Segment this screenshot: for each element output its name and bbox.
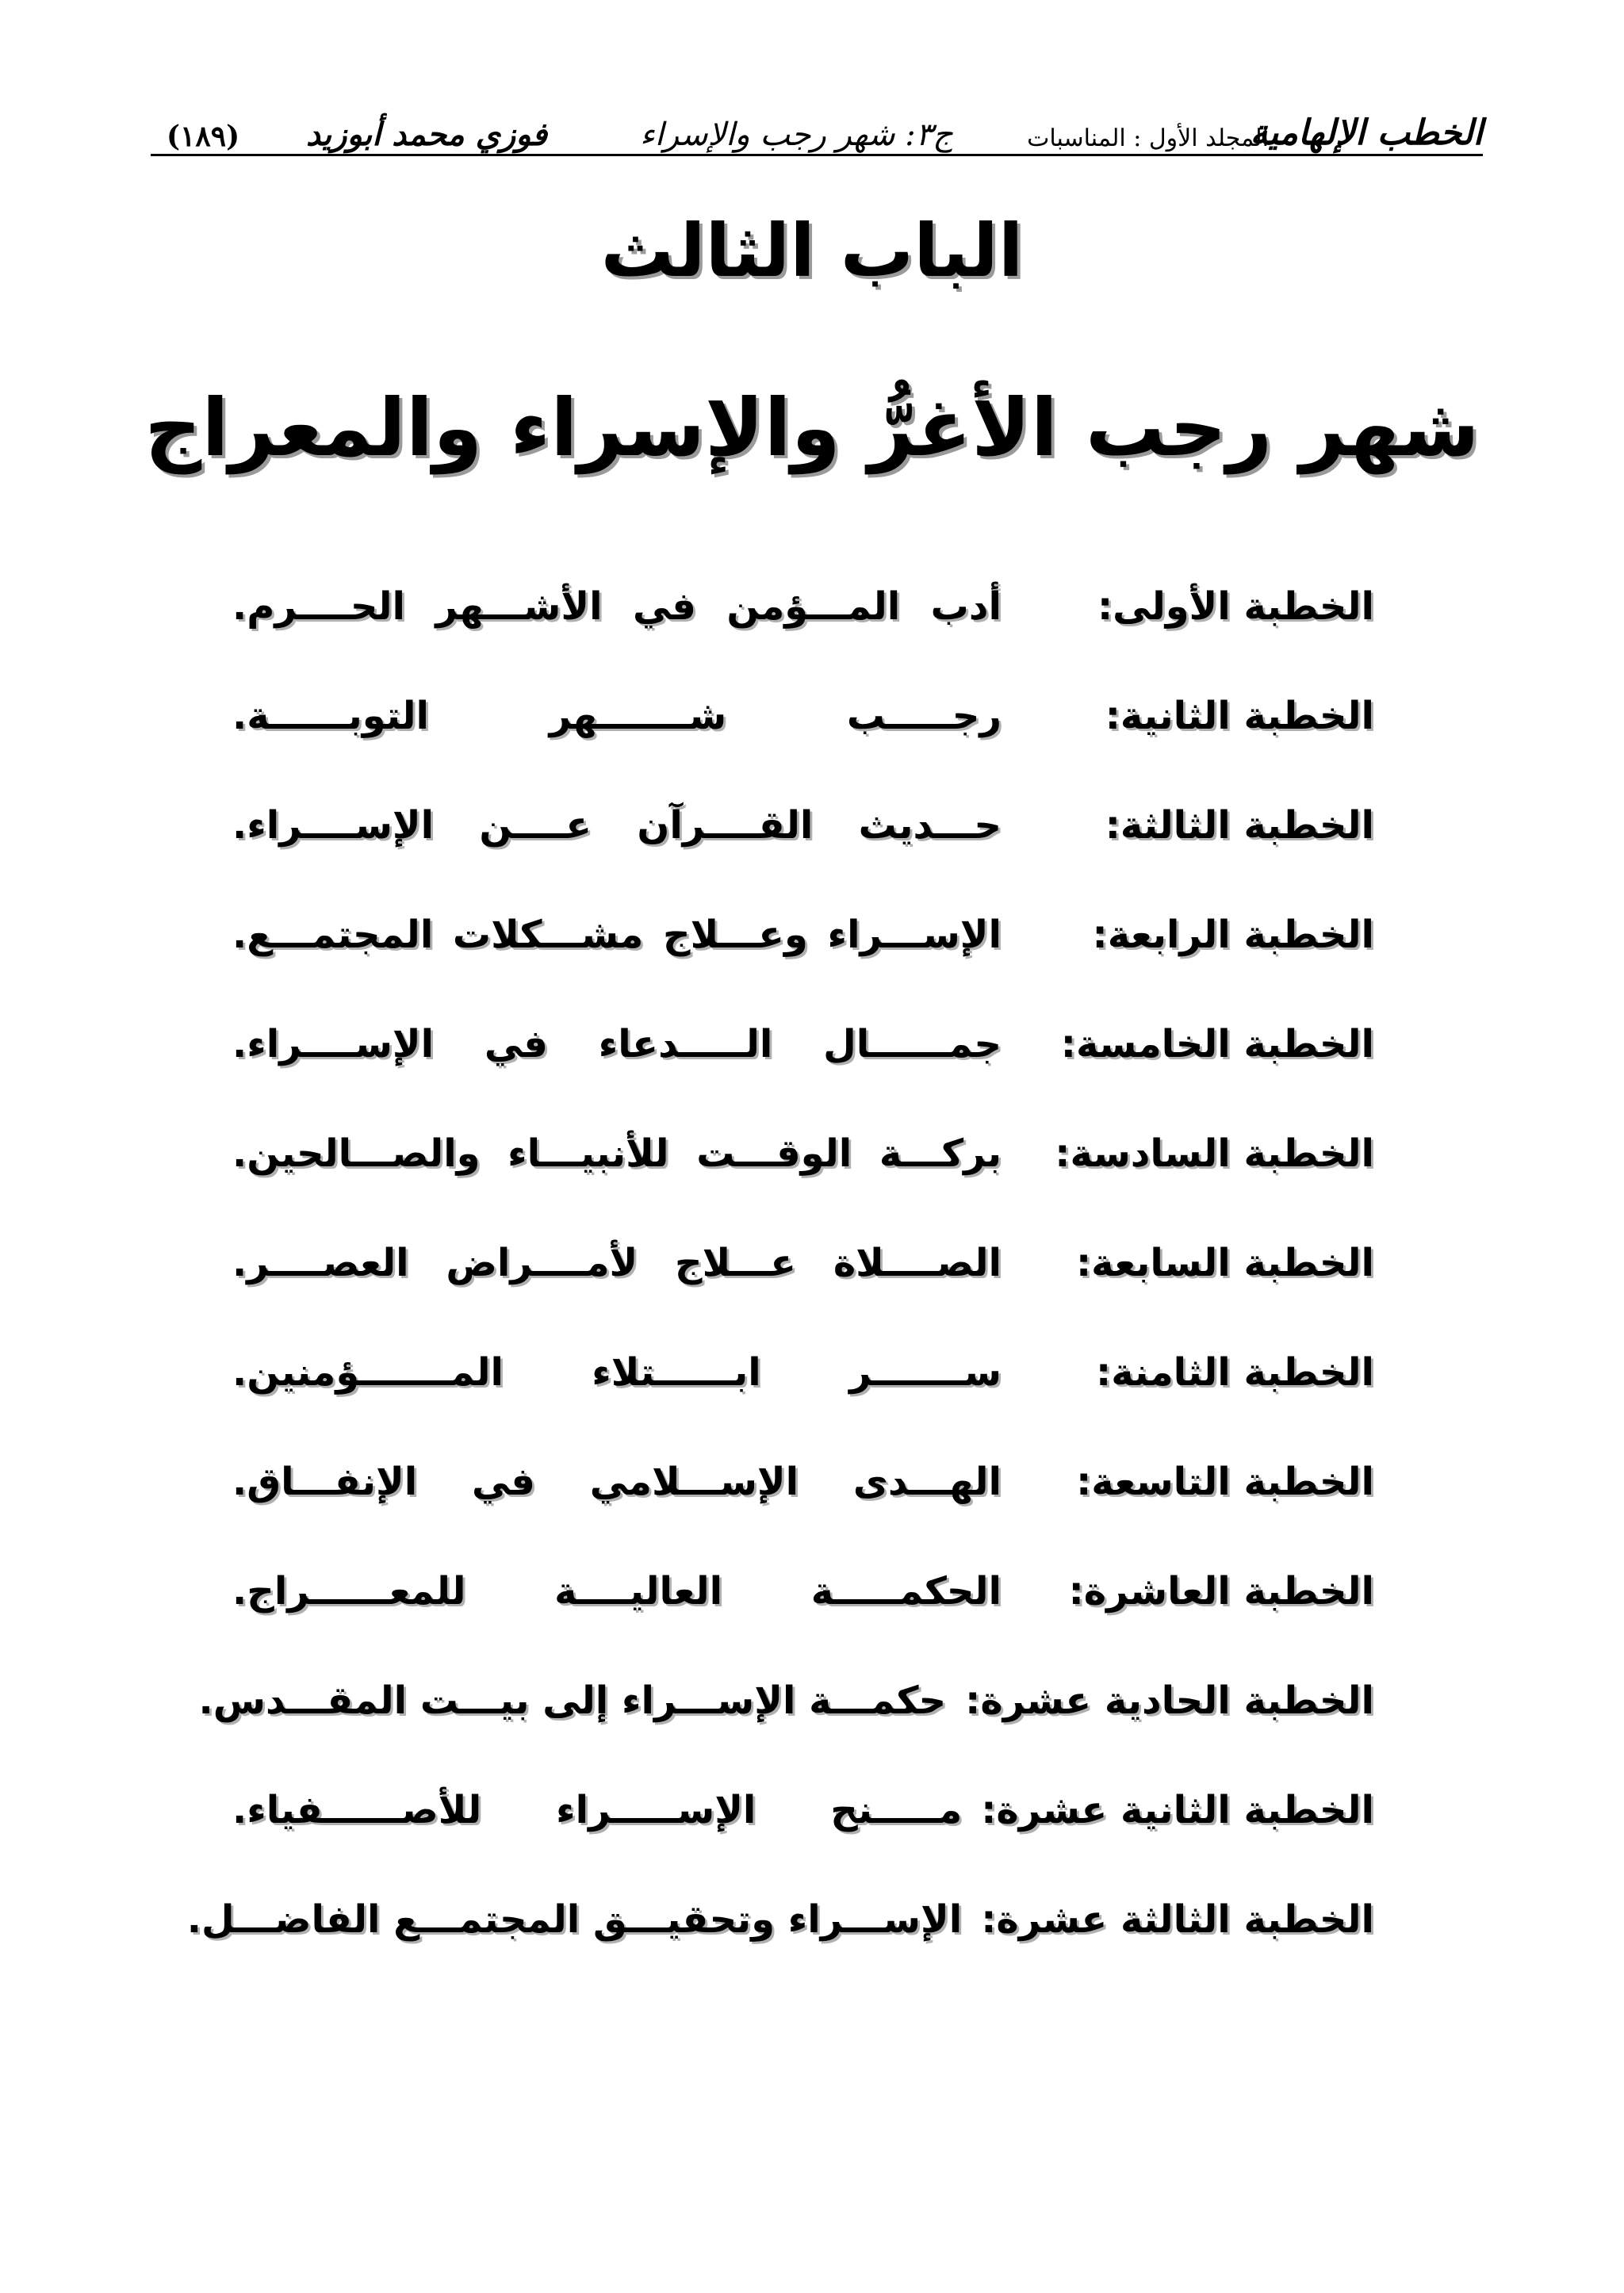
- sermon-title: جمــــــال الـــــدعاء في الإســــراء.: [232, 1022, 1002, 1066]
- sermon-item: [232, 1560, 1374, 1669]
- sermon-item: [232, 1231, 1374, 1341]
- sermon-list: [186, 575, 1374, 1997]
- part-label: ج٣: شهر رجب والإسراء: [639, 117, 953, 153]
- sermon-label: الخطبة السابعة:: [1075, 1241, 1374, 1285]
- sermon-title: الهـــدى الإســـلامي في الإنفـــاق.: [232, 1460, 1002, 1504]
- sermon-title: الحكمـــــة العاليــــة للمعــــــراج.: [232, 1569, 1002, 1614]
- volume-label: المجلد الأول : المناسبات: [1027, 124, 1269, 152]
- sermon-label: الخطبة التاسعة:: [1076, 1460, 1374, 1504]
- sermon-item: [232, 903, 1374, 1013]
- sermon-item: [232, 1450, 1374, 1560]
- sermon-label: الخطبة السادسة:: [1055, 1131, 1374, 1176]
- sermon-item: [232, 1778, 1374, 1888]
- sermon-item: [232, 794, 1374, 903]
- sermon-title: حـــديث القــــرآن عــــن الإســــراء.: [232, 803, 1002, 848]
- sermon-label: الخطبة الأولى:: [1097, 584, 1374, 629]
- sermon-title: الصــــلاة عـــلاج لأمــــراض العصــــر.: [232, 1241, 1002, 1285]
- sermon-item: [232, 575, 1374, 684]
- sermon-title: رجـــــب شـــــــهر التوبــــــة.: [232, 694, 1002, 738]
- sermon-item: [232, 684, 1374, 794]
- sermon-label: الخطبة الثالثة:: [1105, 803, 1374, 848]
- sermon-label: الخطبة الثامنة:: [1096, 1350, 1374, 1395]
- sermon-item: [232, 1122, 1374, 1231]
- sermon-item: [198, 1669, 1374, 1778]
- subject-title: شهر رجب الأغرُّ والإسراء والمعراج: [144, 381, 1480, 474]
- sermon-title: الإســـراء وعـــلاج مشـــكلات المجتمـــع.: [232, 913, 1002, 957]
- sermon-label: الخطبة الحادية عشرة:: [965, 1679, 1374, 1723]
- sermon-label: الخطبة الثانية عشرة:: [981, 1788, 1374, 1832]
- page-number: (١٨٩): [167, 120, 240, 153]
- sermon-label: الخطبة الخامسة:: [1060, 1022, 1374, 1066]
- sermon-title: بركـــة الوقـــت للأنبيـــاء والصـــالحين.: [232, 1131, 1002, 1176]
- sermon-label: الخطبة الثالثة عشرة:: [981, 1897, 1374, 1942]
- sermon-title: مـــــنح الإســـــراء للأصــــــفياء.: [232, 1788, 963, 1832]
- sermon-item: [232, 1013, 1374, 1122]
- page-header: [151, 94, 1483, 157]
- sermon-item: [232, 1341, 1374, 1450]
- sermon-title: ســـــــر ابــــــتلاء المـــــــؤمنين.: [232, 1350, 1002, 1395]
- sermon-title: أدب المـــؤمن في الأشـــهر الحــــرم.: [232, 584, 1002, 629]
- author-name: فوزي محمد أبوزيد: [306, 116, 547, 153]
- chapter-title: الباب الثالث: [600, 209, 1024, 293]
- sermon-title: حكمـــة الإســـراء إلى بيـــت المقـــدس.: [198, 1679, 947, 1723]
- header-divider: [151, 154, 1483, 156]
- sermon-label: الخطبة الثانية:: [1105, 694, 1374, 738]
- book-title: الخطب الإلهامية: [1250, 113, 1483, 153]
- sermon-title: الإســـراء وتحقيـــق المجتمـــع الفاضـــل.: [186, 1897, 963, 1942]
- sermon-item: [186, 1888, 1374, 1997]
- sermon-label: الخطبة العاشرة:: [1068, 1569, 1374, 1614]
- sermon-label: الخطبة الرابعة:: [1092, 913, 1374, 957]
